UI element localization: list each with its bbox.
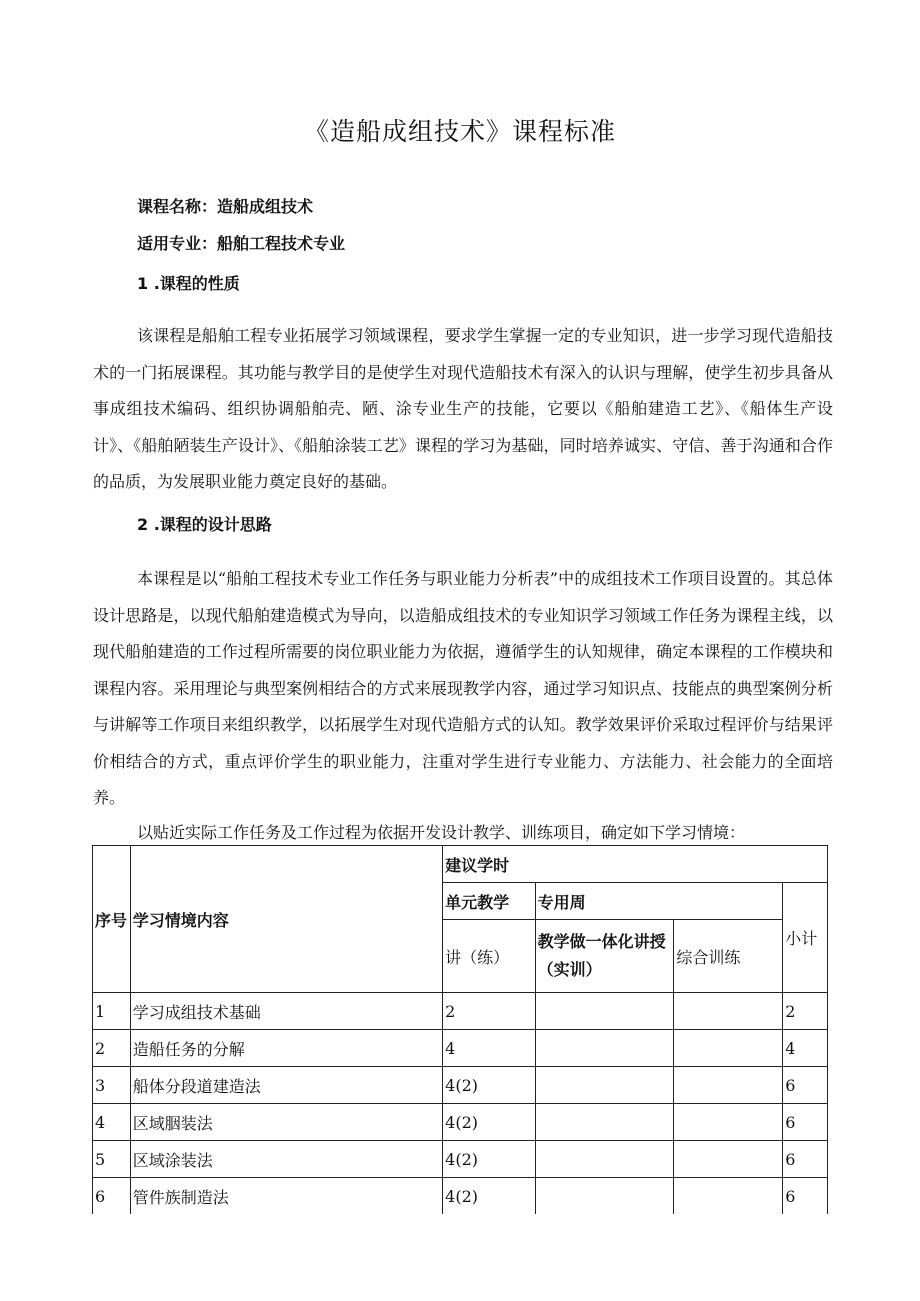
- cell-no: 3: [93, 1067, 131, 1104]
- cell-comprehensive: [674, 1067, 783, 1104]
- cell-comprehensive: [674, 1178, 783, 1215]
- cell-subtotal: 6: [783, 1178, 828, 1215]
- cell-integrated: [535, 1104, 674, 1141]
- section-1-heading: 1 .课程的性质: [137, 274, 240, 293]
- header-integrated: 教学做一体化讲授（实训）: [535, 920, 674, 993]
- cell-content: 造船任务的分解: [130, 1030, 442, 1067]
- cell-subtotal: 6: [783, 1104, 828, 1141]
- cell-no: 5: [93, 1141, 131, 1178]
- cell-integrated: [535, 1067, 674, 1104]
- table-intro: 以贴近实际工作任务及工作过程为依据开发设计教学、训练项目，确定如下学习情境：: [137, 823, 746, 842]
- cell-no: 2: [93, 1030, 131, 1067]
- table-row: [93, 1178, 828, 1215]
- table-row: [93, 1030, 828, 1067]
- cell-subtotal: 4: [783, 1030, 828, 1067]
- page-title: 《造船成组技术》课程标准: [303, 117, 616, 146]
- cell-content: 区域涂装法: [130, 1141, 442, 1178]
- cell-lecture: 4(2): [443, 1104, 536, 1141]
- cell-lecture: 4(2): [443, 1141, 536, 1178]
- cell-content: 船体分段道建造法: [130, 1067, 442, 1104]
- table-row: [93, 993, 828, 1030]
- header-content: 学习情境内容: [130, 846, 442, 993]
- cell-integrated: [535, 1141, 674, 1178]
- cell-content: 区域胭装法: [130, 1104, 442, 1141]
- table-row: [93, 1104, 828, 1141]
- cell-no: 4: [93, 1104, 131, 1141]
- cell-lecture: 2: [443, 993, 536, 1030]
- header-lecture: 讲（练）: [443, 920, 536, 993]
- cell-subtotal: 2: [783, 993, 828, 1030]
- cell-lecture: 4(2): [443, 1178, 536, 1215]
- section-2-text: 本课程是以“船舶工程技术专业工作任务与职业能力分析表”中的成组技术工作项目设置的。其总体设计思路是，以现代船舶建造模式为导向，以造船成组技术的专业知识学习领域工作任务为课程主线，以现代船舶建造的工作过程所需要的岗位职业能力为依据，遵循学生的认知规律，确定本课程的工作模块和课程内容。采用理论与典型案例相结合的方式来展现教学内容，通过学习知识点、技能点的典型案例分析与讲解等工作项目来组织教学，以拓展学生对现代造船方式的认知。教学效果评价采取过程评价与结果评价相结合的方式，重点评价学生的职业能力，注重对学生进行专业能力、方法能力、社会能力的全面培养。: [93, 569, 833, 807]
- cell-comprehensive: [674, 993, 783, 1030]
- cell-lecture: 4(2): [443, 1067, 536, 1104]
- header-special-week: 专用周: [535, 883, 783, 920]
- learning-situation-table: [92, 845, 828, 1214]
- course-name: 课程名称：造船成组技术: [137, 197, 314, 216]
- cell-integrated: [535, 993, 674, 1030]
- cell-lecture: 4: [443, 1030, 536, 1067]
- course-major: 适用专业：船舶工程技术专业: [137, 234, 346, 253]
- cell-comprehensive: [674, 1030, 783, 1067]
- header-subtotal: 小计: [783, 883, 828, 993]
- cell-content: 学习成组技术基础: [130, 993, 442, 1030]
- header-hours: 建议学时: [443, 846, 828, 883]
- table-row: [93, 1067, 828, 1104]
- cell-integrated: [535, 1030, 674, 1067]
- cell-subtotal: 6: [783, 1141, 828, 1178]
- table-row: [93, 1141, 828, 1178]
- cell-comprehensive: [674, 1141, 783, 1178]
- cell-content: 管件族制造法: [130, 1178, 442, 1215]
- section-2-heading: 2 .课程的设计思路: [137, 515, 272, 534]
- cell-comprehensive: [674, 1104, 783, 1141]
- cell-integrated: [535, 1178, 674, 1215]
- cell-no: 6: [93, 1178, 131, 1215]
- section-1-text: 该课程是船舶工程专业拓展学习领域课程，要求学生掌握一定的专业知识，进一步学习现代造船技术的一门拓展课程。其功能与教学目的是使学生对现代造船技术有深入的认识与理解，使学生初步具备从事成组技术编码、组织协调船舶壳、陋、涂专业生产的技能，它要以《船舶建造工艺》、《船体生产设计》、《船舶陋装生产设计》、《船舶涂装工艺》课程的学习为基础，同时培养诚实、守信、善于沟通和合作的品质，为发展职业能力奠定良好的基础。: [93, 326, 833, 491]
- header-no: 序号: [93, 846, 131, 993]
- header-unit-teaching: 单元教学: [443, 883, 536, 920]
- cell-subtotal: 6: [783, 1067, 828, 1104]
- header-comprehensive: 综合训练: [674, 920, 783, 993]
- cell-no: 1: [93, 993, 131, 1030]
